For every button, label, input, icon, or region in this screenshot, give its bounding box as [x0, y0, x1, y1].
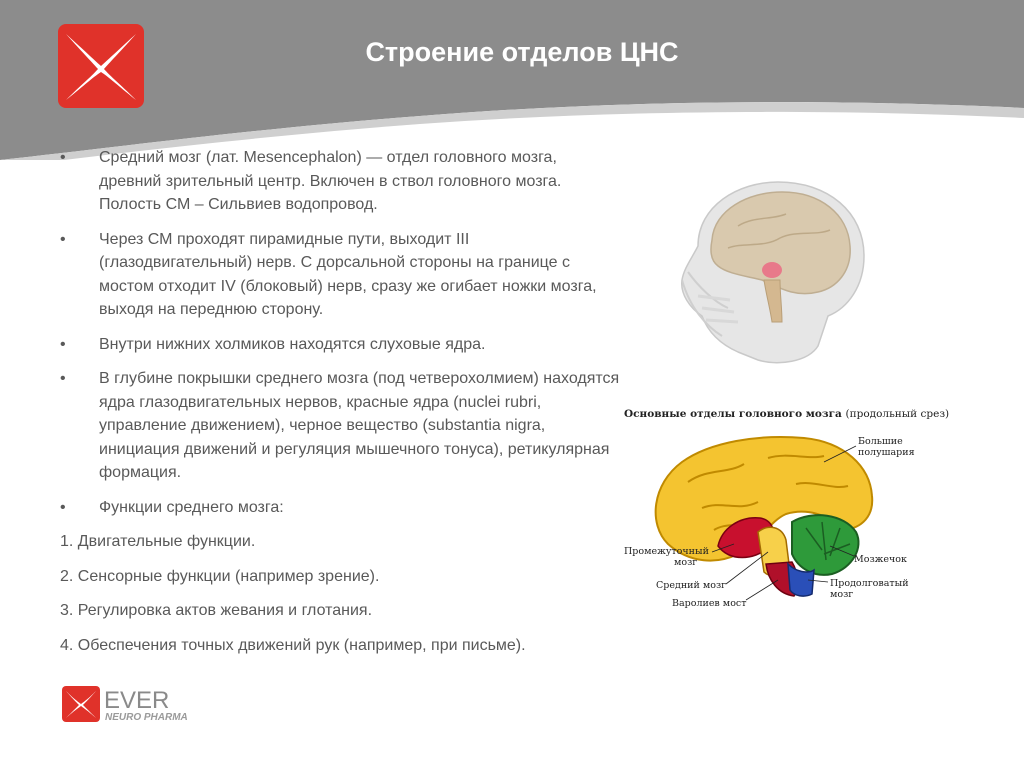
slide-title: Строение отделов ЦНС: [365, 37, 679, 67]
label-line: Промежуточный: [624, 546, 709, 557]
footer-brand-text: EVER: [104, 687, 170, 714]
bullet-text: В глубине покрышки среднего мозга (под четверохолмием) находятся ядра глазодвигательных нервов, красные ядра (nuclei rubri, управление движением), черное вещество (substantia nigra, инициация движений и регуляция мышечного тонуса), ретикулярная формация.: [99, 370, 620, 481]
label-hemispheres: [858, 436, 915, 458]
numbered-item: 3. Регулировка актов жевания и глотания.: [60, 602, 373, 619]
numbered-item: 1. Двигательные функции.: [60, 533, 256, 550]
skull-brain-illustration: [668, 176, 868, 368]
bullet-dot: •: [60, 335, 66, 353]
label-midbrain: Средний мозг: [656, 580, 727, 591]
bullet-item: [60, 146, 620, 217]
label-cerebellum: Мозжечок: [854, 554, 907, 565]
diagram-title-sub: (продольный срез): [845, 408, 950, 420]
numbered-item: 2. Сенсорные функции (например зрение).: [60, 567, 380, 585]
slide-content: [60, 146, 620, 668]
diagram-title: [624, 408, 949, 420]
label-line: мозг: [830, 589, 854, 600]
label-pons: Варолиев мост: [672, 598, 747, 609]
bullet-text: Функции среднего мозга:: [99, 498, 284, 516]
label-line: Продолговатый: [830, 578, 909, 589]
bullet-text: Внутри нижних холмиков находятся слуховые ядра.: [99, 335, 486, 353]
label-line: полушария: [858, 447, 915, 458]
bullet-item: [60, 367, 620, 485]
bullet-text: Через СМ проходят пирамидные пути, выходит III (глазодвигательный) нерв. С дорсальной стороны на границе с мостом отходит IV (блоковый) нерв, сразу же огибает ножки мозга, выходя на переднюю сторону.: [99, 230, 597, 318]
numbered-item: 4. Обеспечения точных движений рук (например, при письме).: [60, 636, 526, 654]
label-medulla: [830, 578, 909, 600]
bullet-dot: •: [60, 230, 66, 248]
bullet-dot: •: [60, 370, 66, 387]
footer-brand-logo: [62, 684, 210, 724]
bullet-text: Средний мозг (лат. Mesencephalon) — отдел головного мозга, древний зрительный центр. Включен в ствол головного мозга. Полость СМ – Сильвиев водопровод.: [99, 149, 562, 213]
bullet-item: [60, 228, 620, 322]
bullet-dot: •: [60, 498, 66, 516]
bullet-item: [60, 333, 620, 357]
label-line: Большие: [858, 436, 903, 447]
diagram-title-main: Основные отделы головного мозга: [624, 408, 842, 420]
label-diencephalon: [624, 546, 709, 568]
bullet-item: [60, 496, 620, 520]
label-line: мозг: [674, 557, 698, 568]
header-banner: [0, 0, 1024, 160]
bullet-dot: •: [60, 149, 66, 166]
footer-brand-sub: NEURO PHARMA: [105, 712, 188, 723]
